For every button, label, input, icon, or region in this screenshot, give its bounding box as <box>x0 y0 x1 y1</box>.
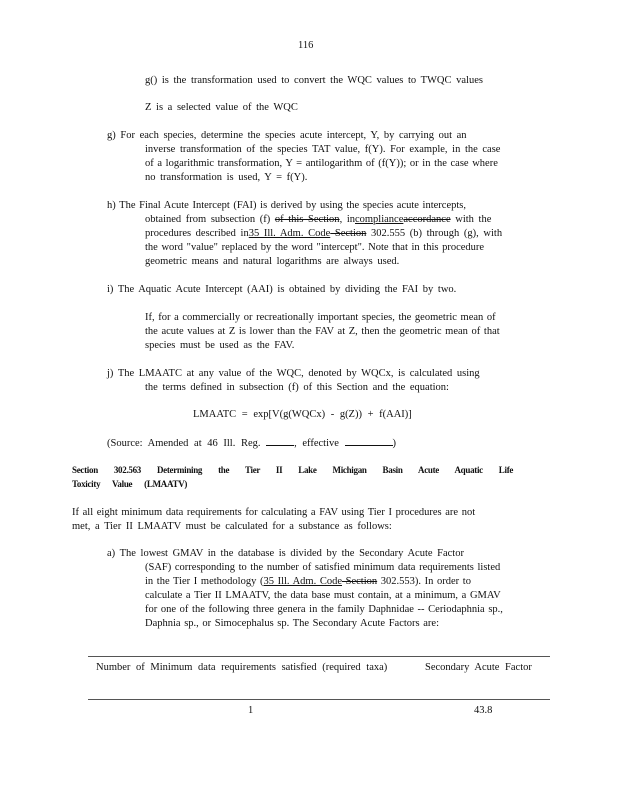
text-run: (Source: Amended at 46 Ill. Reg. <box>107 438 267 449</box>
item-i-paragraph-line: species must be used as the FAV. <box>145 340 295 351</box>
source-note <box>107 436 396 450</box>
blank-line <box>345 436 393 446</box>
item-g-line: no transformation is used, Y = f(Y). <box>145 172 308 183</box>
lmaatc-equation: LMAATC = exp[V(g(WQCx) - g(Z)) + f(AAI)] <box>193 409 412 420</box>
inserted-text: compliance <box>354 214 404 225</box>
table-header-rule <box>88 699 550 700</box>
item-j-line: j) The LMAATC at any value of the WQC, denoted by WQCx, is calculated using <box>107 368 480 379</box>
table-cell-saf: 43.8 <box>474 705 493 716</box>
inserted-text: 35 Ill. Adm. Code <box>248 228 331 239</box>
item-a-line: calculate a Tier II LMAATV, the data base must contain, at a minimum, a GMAV <box>145 590 501 601</box>
item-h-line: geometric means and natural logarithms are always used. <box>145 256 400 267</box>
item-h-line: h) The Final Acute Intercept (FAI) is derived by using the species acute intercepts, <box>107 200 467 211</box>
item-i-paragraph-line: If, for a commercially or recreationally important species, the geometric mean of <box>145 312 496 323</box>
item-g-line: g) For each species, determine the species acute intercept, Y, by carrying out an <box>107 130 467 141</box>
table-top-rule <box>88 656 550 657</box>
table-header-col1: Number of Minimum data requirements satisfied (required taxa) <box>96 662 388 673</box>
intro-line: met, a Tier II LMAATV must be calculated for a substance as follows: <box>72 521 392 532</box>
blank-line <box>266 436 294 446</box>
item-a-line: Daphnia sp., or Simocephalus sp. The Secondary Acute Factors are: <box>145 618 439 629</box>
item-h-line <box>145 213 491 226</box>
intro-line: If all eight minimum data requirements for calculating a FAV using Tier I procedures are not <box>72 507 476 518</box>
item-g-line: inverse transformation of the species TAT value, f(Y). For example, in the case <box>145 144 501 155</box>
deleted-text: accordance <box>403 214 451 225</box>
text-run: ) <box>392 438 397 449</box>
text-run: , effective <box>294 438 345 449</box>
text-run: 302.555 (b) through (g), with <box>366 228 503 239</box>
table-cell-number: 1 <box>248 705 254 716</box>
section-heading: Toxicity Value (LMAATV) <box>72 479 188 489</box>
g-transform-definition: g() is the transformation used to convert the WQC values to TWQC values <box>145 75 483 86</box>
deleted-text: of this Section <box>274 214 340 225</box>
item-j-line: the terms defined in subsection (f) of this Section and the equation: <box>145 382 449 393</box>
item-a-line: for one of the following three genera in the family Daphnidae -- Ceriodaphnia sp., <box>145 604 503 615</box>
deleted-text: Section <box>342 576 378 587</box>
item-a-line: a) The lowest GMAV in the database is divided by the Secondary Acute Factor <box>107 548 464 559</box>
item-h-line: the word "value" replaced by the word "intercept". Note that in this procedure <box>145 242 485 253</box>
z-definition: Z is a selected value of the WQC <box>145 102 298 113</box>
item-h-line <box>145 227 502 240</box>
text-run: obtained from subsection (f) <box>145 214 275 225</box>
item-i-paragraph-line: the acute values at Z is lower than the FAV at Z, then the geometric mean of that <box>145 326 500 337</box>
item-g-line: of a logarithmic transformation, Y = antilogarithm of (f(Y)); or in the case where <box>145 158 498 169</box>
text-run: , in <box>339 214 355 225</box>
item-a-line: (SAF) corresponding to the number of satisfied minimum data requirements listed <box>145 562 501 573</box>
text-run: in the Tier I methodology ( <box>145 576 264 587</box>
table-header-col2: Secondary Acute Factor <box>425 662 532 673</box>
item-a-line <box>145 575 471 588</box>
text-run: procedures described in <box>145 228 249 239</box>
text-run: 302.553). In order to <box>377 576 471 587</box>
inserted-text: 35 Ill. Adm. Code <box>263 576 343 587</box>
item-i-line: i) The Aquatic Acute Intercept (AAI) is obtained by dividing the FAI by two. <box>107 284 457 295</box>
text-run: with the <box>450 214 492 225</box>
section-heading: Section 302.563 Determining the Tier II Lake Michigan Basin Acute Aquatic Life <box>72 465 514 475</box>
deleted-text: Section <box>330 228 367 239</box>
page-number: 116 <box>298 40 314 51</box>
